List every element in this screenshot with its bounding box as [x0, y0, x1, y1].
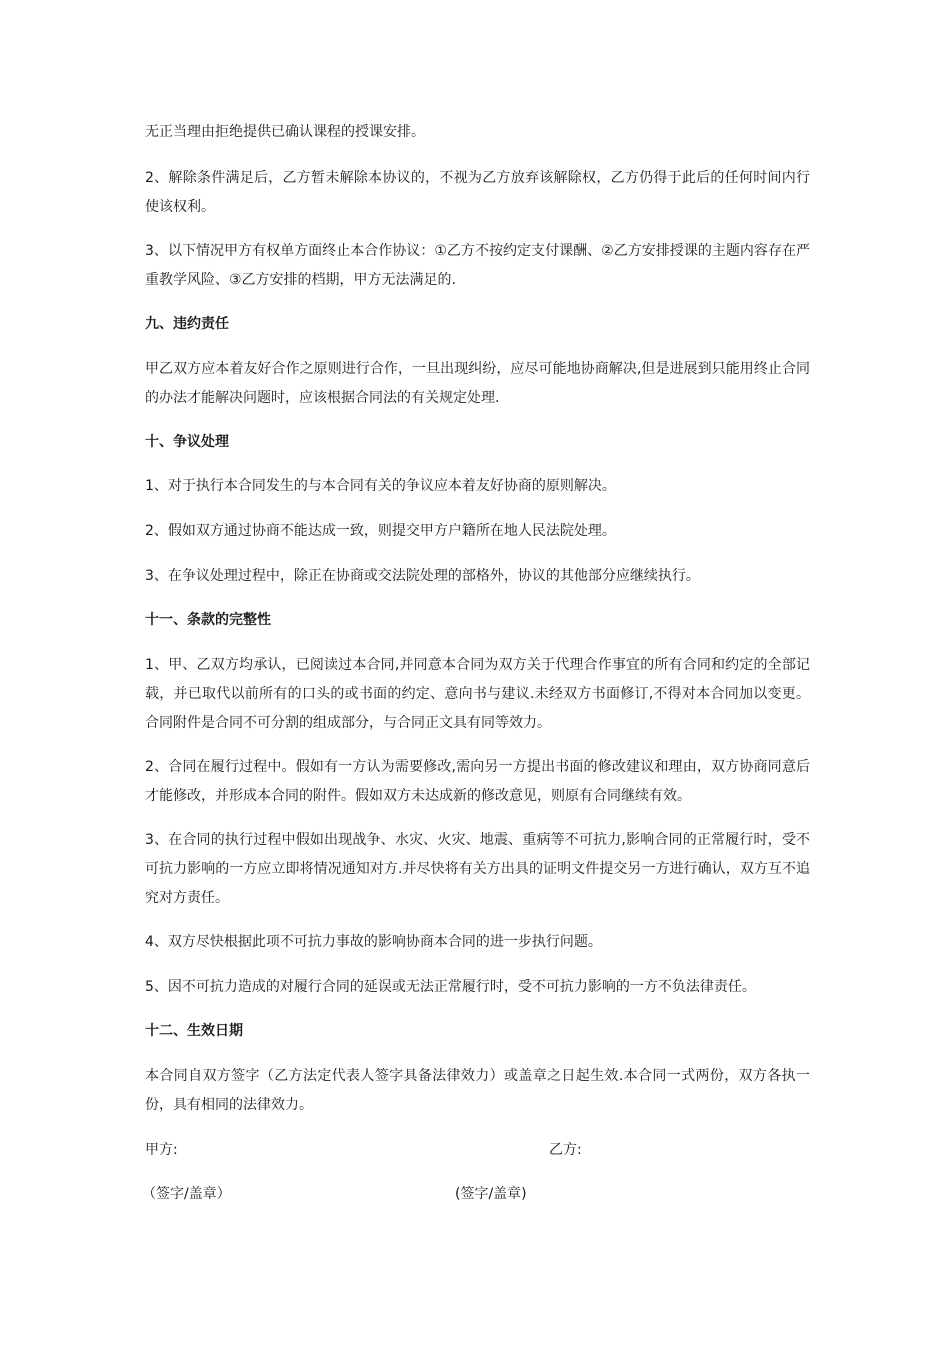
paragraph-8-continuation: 无正当理由拒绝提供已确认课程的授课安排。 [145, 124, 425, 140]
paragraph-11-4: 4、双方尽快根据此项不可抗力事故的影响协商本合同的进一步执行问题。 [145, 934, 602, 950]
paragraph-8-3: 3、以下情况甲方有权单方面终止本合作协议：①乙方不按约定支付课酬、②乙方安排授课的主题内容存在严重教学风险、③乙方安排的档期，甲方无法满足的. [145, 243, 810, 288]
section-heading-9: 九、违约责任 [145, 316, 229, 332]
paragraph-10-2: 2、假如双方通过协商不能达成一致，则提交甲方户籍所在地人民法院处理。 [145, 523, 616, 539]
paragraph-12: 本合同自双方签字（乙方法定代表人签字具备法律效力）或盖章之日起生效.本合同一式两份，双方各执一份，具有相同的法律效力。 [145, 1068, 810, 1113]
paragraph-9: 甲乙双方应本着友好合作之原则进行合作，一旦出现纠纷，应尽可能地协商解决,但是进展到只能用终止合同的办法才能解决问题时，应该根据合同法的有关规定处理. [145, 361, 810, 406]
paragraph-11-2: 2、合同在履行过程中。假如有一方认为需要修改,需向另一方提出书面的修改建议和理由，双方协商同意后才能修改，并形成本合同的附件。假如双方未达成新的修改意见，则原有合同继续有效。 [145, 759, 810, 804]
paragraph-11-5: 5、因不可抗力造成的对履行合同的延误或无法正常履行时，受不可抗力影响的一方不负法律责任。 [145, 979, 756, 995]
paragraph-8-2: 2、解除条件满足后，乙方暂未解除本协议的，不视为乙方放弃该解除权，乙方仍得于此后的任何时间内行使该权利。 [145, 170, 810, 215]
paragraph-10-1: 1、对于执行本合同发生的与本合同有关的争议应本着友好协商的原则解决。 [145, 478, 616, 494]
party-b-label: 乙方: [549, 1142, 582, 1158]
party-a-signature-note: （签字/盖章） [142, 1186, 231, 1202]
paragraph-11-1: 1、甲、乙双方均承认，已阅读过本合同,并同意本合同为双方关于代理合作事宜的所有合同和约定的全部记载，并已取代以前所有的口头的或书面的约定、意向书与建议.未经双方书面修订,不得对本合同加以变更。合同附件是合同不可分割的组成部分，与合同正文具有同等效力。 [145, 657, 810, 731]
section-heading-10: 十、争议处理 [145, 434, 229, 450]
paragraph-11-3: 3、在合同的执行过程中假如出现战争、水灾、火灾、地震、重病等不可抗力,影响合同的正常履行时，受不可抗力影响的一方应立即将情况通知对方.并尽快将有关方出具的证明文件提交另一方进行确认，双方互不追究对方责任。 [145, 832, 810, 906]
section-heading-12: 十二、生效日期 [145, 1023, 243, 1039]
party-a-label: 甲方: [145, 1142, 178, 1158]
paragraph-10-3: 3、在争议处理过程中，除正在协商或交法院处理的部格外，协议的其他部分应继续执行。 [145, 568, 700, 584]
party-b-signature-note: (签字/盖章) [455, 1186, 527, 1202]
section-heading-11: 十一、条款的完整性 [145, 612, 271, 628]
